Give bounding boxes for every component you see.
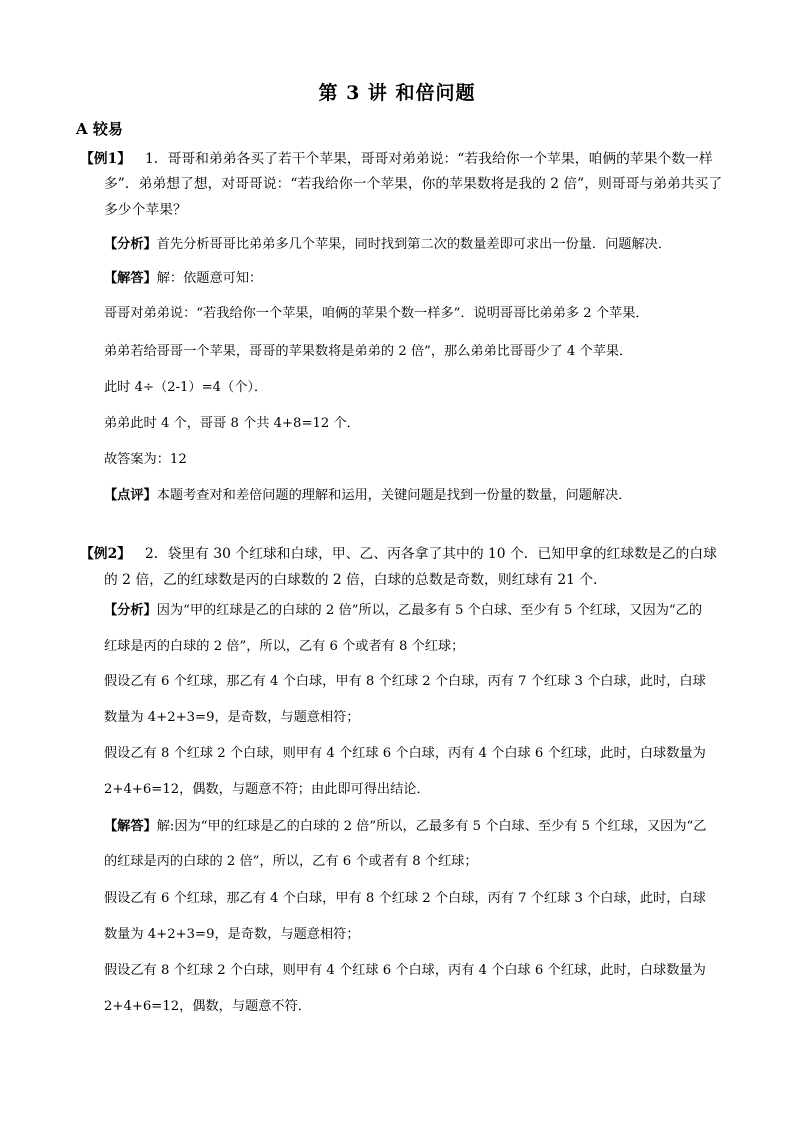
example1-analysis [104,236,671,254]
section-heading: A 较易 [76,120,123,138]
example2-analysis-line-3: 假设乙有 6 个红球，那乙有 4 个白球，甲有 8 个红球 2 个白球，丙有 7 个红球 3 个白球，此时，白球 [104,674,706,689]
analysis-text: 因为“甲的红球是乙的白球的 2 倍”所以，乙最多有 5 个白球、至少有 5 个红球，又因为“乙的 [156,603,703,618]
example2-answer-line-1 [104,818,707,836]
comment-tag: 【点评】 [104,488,157,503]
example2-analysis-line-5: 假设乙有 8 个红球 2 个白球，则甲有 4 个红球 6 个白球，丙有 4 个白球 6 个红球，此时，白球数量为 [104,746,706,761]
example1-step-4: 弟弟此时 4 个，哥哥 8 个共 4+8=12 个． [104,416,360,431]
example1-step-5: 故答案为：12 [104,452,187,467]
example1-step-1: 哥哥对弟弟说：“若我给你一个苹果，咱俩的苹果个数一样多”．说明哥哥比弟弟多 2 个苹果． [104,306,649,321]
example2-analysis-line-2: 红球是丙的白球的 2 倍”，所以，乙有 6 个或者有 8 个红球； [104,639,465,654]
example2-analysis-line-1 [104,602,702,620]
answer-head-text: 解：依题意可知： [156,271,263,286]
example2-answer-line-2: 的红球是丙的白球的 2 倍”，所以，乙有 6 个或者有 8 个红球； [104,854,478,869]
example1-step-2: 弟弟若给哥哥一个苹果，哥哥的苹果数将是弟弟的 2 倍”，那么弟弟比哥哥少了 4 个苹果． [104,344,633,359]
example2-label: 【例2】 [80,546,131,562]
example2-question-line-1: 2．袋里有 30 个红球和白球，甲、乙、丙各拿了其中的 10 个．已知甲拿的红球数是乙的白球 [145,546,717,562]
example2-answer-line-4: 数量为 4+2+3=9，是奇数，与题意相符； [104,927,360,942]
comment-text: 本题考查对和差倍问题的理解和运用，关键问题是找到一份量的数量，问题解决． [156,488,632,503]
example1-label: 【例1】 [80,151,131,167]
analysis-tag: 【分析】 [104,603,157,618]
example2-question-line-2: 的 2 倍，乙的红球数是丙的白球数的 2 倍，白球的总数是奇数，则红球有 21 个． [104,572,607,588]
answer-tag: 【解答】 [104,819,157,834]
page-title: 第 3 讲 和倍问题 [318,82,476,104]
example2-analysis-line-6: 2+4+6=12，偶数，与题意不符；由此即可得出结论． [104,782,430,797]
example2-analysis-line-4: 数量为 4+2+3=9，是奇数，与题意相符； [104,710,360,725]
example1-question-line-2: 多”．弟弟想了想，对哥哥说：“若我给你一个苹果，你的苹果数将是我的 2 倍”，则哥哥与弟弟共买了 [104,176,723,192]
answer-tag: 【解答】 [104,271,157,286]
example1-comment [104,487,632,505]
example2-answer-line-6: 2+4+6=12，偶数，与题意不符． [104,999,311,1014]
analysis-text: 首先分析哥哥比弟弟多几个苹果，同时找到第二次的数量差即可求出一份量．问题解决． [156,237,672,252]
analysis-tag: 【分析】 [104,237,157,252]
example2-answer-line-3: 假设乙有 6 个红球，那乙有 4 个白球，甲有 8 个红球 2 个白球，丙有 7 个红球 3 个白球，此时，白球 [104,891,706,906]
answer-text: 解:因为“甲的红球是乙的白球的 2 倍”所以，乙最多有 5 个白球、至少有 5 个红球，又因为“乙 [156,819,707,834]
example1-step-3: 此时 4÷（2-1）=4（个）． [104,380,268,395]
example1-question-line-1: 1．哥哥和弟弟各买了若干个苹果，哥哥对弟弟说：“若我给你一个苹果，咱俩的苹果个数一样 [145,151,713,167]
example1-answer-heading [104,270,262,288]
example2-answer-line-5: 假设乙有 8 个红球 2 个白球，则甲有 4 个红球 6 个白球，丙有 4 个白球 6 个红球，此时，白球数量为 [104,963,706,978]
example1-question-line-3: 多少个苹果？ [104,202,187,218]
